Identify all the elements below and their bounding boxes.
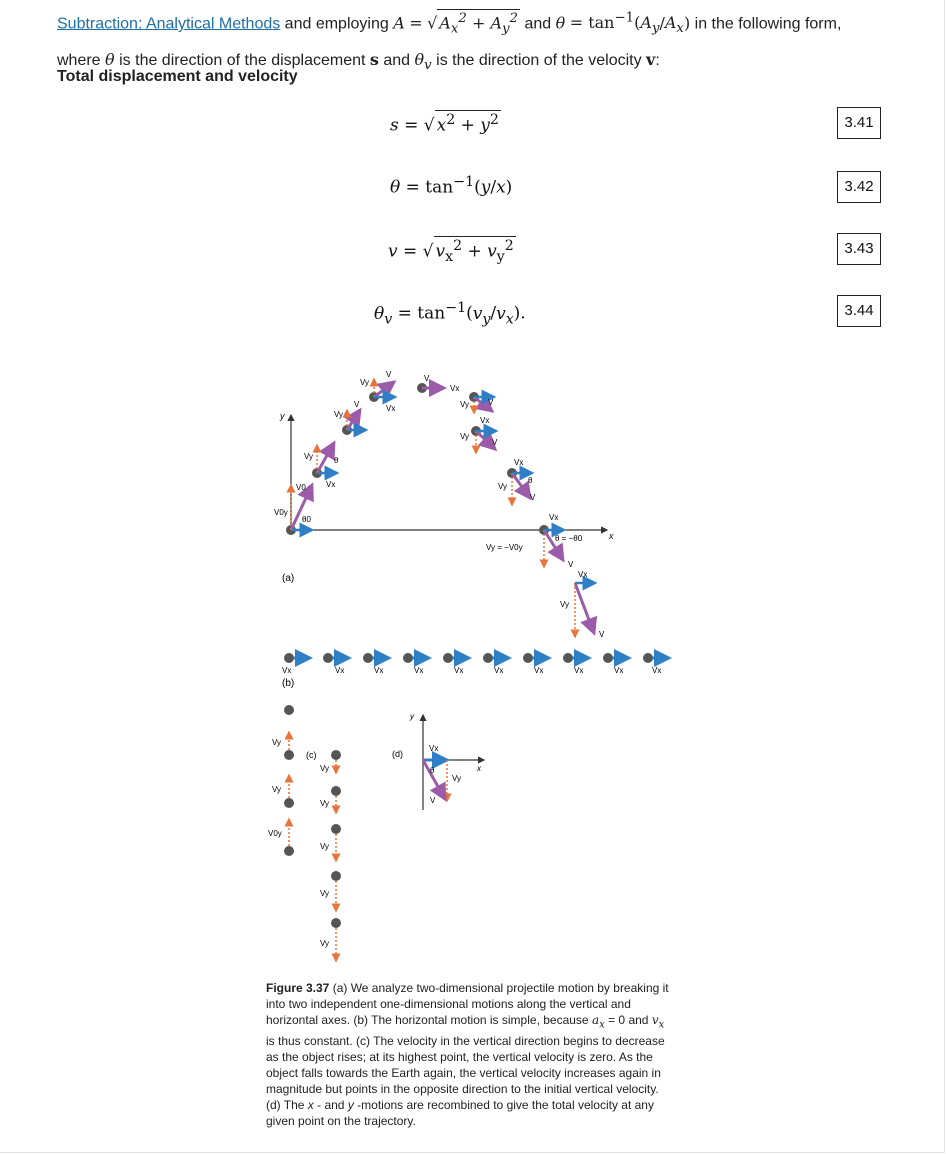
svg-text:Vy: Vy bbox=[272, 738, 282, 747]
svg-text:Vx: Vx bbox=[514, 458, 524, 467]
figure-label: Figure 3.37 bbox=[266, 981, 330, 995]
section-heading: Total displacement and velocity bbox=[57, 68, 298, 85]
svg-text:V: V bbox=[530, 493, 536, 502]
svg-text:θ: θ bbox=[528, 476, 533, 485]
svg-text:V: V bbox=[430, 796, 436, 805]
svg-text:x: x bbox=[609, 531, 614, 541]
svg-text:θ: θ bbox=[430, 766, 435, 775]
svg-text:Vx: Vx bbox=[374, 666, 384, 675]
svg-text:y: y bbox=[410, 712, 414, 721]
figure-caption: Figure 3.37 (a) We analyze two-dimensional projectile motion by breaking it into two independent one-dimensional motions along the vertical and horizontal axes. (b) The horizontal motion is simple, because $a_x = 0$ and $v_x$ is thus constant. (c) The velocity in the vertical direction begins to decrease as the object rises; at its highest point, the vertical velocity is zero. As the object falls towards the Earth again, the vertical velocity increases again in magnitude but points in the opposite direction to the initial vertical velocity. (d) The x - and y -motions are recombined to give the total velocity at any given point on the trajectory. bbox=[266, 981, 669, 1129]
svg-text:Vy: Vy bbox=[452, 774, 462, 783]
equation-displacement: s = √ $x^2 + y^2$ bbox=[390, 112, 499, 136]
svg-text:Vx: Vx bbox=[450, 384, 460, 393]
equation-number: 3.43 bbox=[837, 233, 881, 265]
svg-text:Vy: Vy bbox=[460, 400, 470, 409]
equation-angle: $\theta = \tan^{-1}(y/x)$ bbox=[390, 174, 513, 198]
intro-paragraph: Subtraction: Analytical Methods and employing A = √ $A_x^2 + A_y^2$ and $\theta = \tan^{-1}(A_y/A_x)$ in the following form, where θ is the direction of the displacement s and $\theta_v$ is the direction of the velocity v: bbox=[57, 11, 842, 73]
svg-text:Vy: Vy bbox=[460, 432, 470, 441]
svg-text:V: V bbox=[568, 560, 574, 569]
svg-text:V: V bbox=[492, 438, 498, 447]
figure-label-d: (d) bbox=[392, 749, 403, 759]
projectile-motion-figure bbox=[262, 355, 682, 965]
svg-text:Vx: Vx bbox=[326, 480, 336, 489]
svg-text:Vy: Vy bbox=[334, 410, 344, 419]
svg-text:Vy: Vy bbox=[320, 842, 330, 851]
svg-text:V0: V0 bbox=[296, 483, 306, 492]
svg-text:y: y bbox=[280, 411, 285, 421]
svg-text:Vy: Vy bbox=[304, 452, 314, 461]
svg-text:V: V bbox=[488, 398, 494, 407]
svg-text:Vy: Vy bbox=[320, 799, 330, 808]
svg-text:Vy: Vy bbox=[320, 889, 330, 898]
svg-text:θ = −θ0: θ = −θ0 bbox=[555, 534, 583, 543]
svg-text:V: V bbox=[354, 400, 360, 409]
figure-label-c: (c) bbox=[306, 750, 317, 760]
svg-text:x: x bbox=[477, 764, 481, 773]
analytical-methods-link[interactable]: Subtraction: Analytical Methods bbox=[57, 15, 281, 33]
svg-text:Vx: Vx bbox=[282, 666, 292, 675]
svg-text:Vx: Vx bbox=[549, 513, 559, 522]
svg-text:Vx: Vx bbox=[652, 666, 662, 675]
equation-number: 3.42 bbox=[837, 171, 881, 203]
svg-text:Vx: Vx bbox=[335, 666, 345, 675]
equation-velocity: v = √ $v_x^2 + v_y^2$ bbox=[388, 238, 514, 266]
svg-text:V0y: V0y bbox=[268, 829, 282, 838]
horizontal-motion-row bbox=[282, 653, 669, 689]
trajectory-points bbox=[274, 370, 605, 639]
equation-number: 3.41 bbox=[837, 107, 881, 139]
svg-text:Vx: Vx bbox=[414, 666, 424, 675]
svg-text:Vx: Vx bbox=[614, 666, 624, 675]
svg-text:Vy = −V0y: Vy = −V0y bbox=[486, 543, 523, 552]
trajectory-axes bbox=[279, 411, 614, 584]
svg-text:Vx: Vx bbox=[574, 666, 584, 675]
svg-text:Vy: Vy bbox=[320, 764, 330, 773]
svg-text:Vx: Vx bbox=[494, 666, 504, 675]
vertical-motion-columns bbox=[268, 705, 341, 961]
svg-text:Vx: Vx bbox=[386, 404, 396, 413]
svg-text:θ: θ bbox=[334, 456, 339, 465]
svg-text:Vy: Vy bbox=[360, 378, 370, 387]
svg-text:Vy: Vy bbox=[560, 600, 570, 609]
svg-text:V0y: V0y bbox=[274, 508, 288, 517]
svg-text:Vx: Vx bbox=[454, 666, 464, 675]
svg-text:Vy: Vy bbox=[320, 939, 330, 948]
svg-text:Vx: Vx bbox=[429, 744, 439, 753]
svg-text:V: V bbox=[424, 374, 430, 383]
svg-text:Vy: Vy bbox=[498, 482, 508, 491]
svg-text:θ0: θ0 bbox=[302, 515, 311, 524]
svg-text:Vx: Vx bbox=[534, 666, 544, 675]
svg-text:Vy: Vy bbox=[272, 785, 282, 794]
figure-label-b: (b) bbox=[282, 678, 295, 689]
svg-text:Vx: Vx bbox=[578, 570, 588, 579]
svg-text:V: V bbox=[599, 630, 605, 639]
velocity-recombination bbox=[392, 712, 484, 810]
svg-text:V: V bbox=[386, 370, 392, 379]
figure-label-a: (a) bbox=[282, 573, 295, 584]
equation-velocity-angle: $\theta_v = \tan^{-1}(v_y/v_x)$. bbox=[374, 300, 526, 328]
svg-text:Vx: Vx bbox=[480, 416, 490, 425]
equation-number: 3.44 bbox=[837, 295, 881, 327]
